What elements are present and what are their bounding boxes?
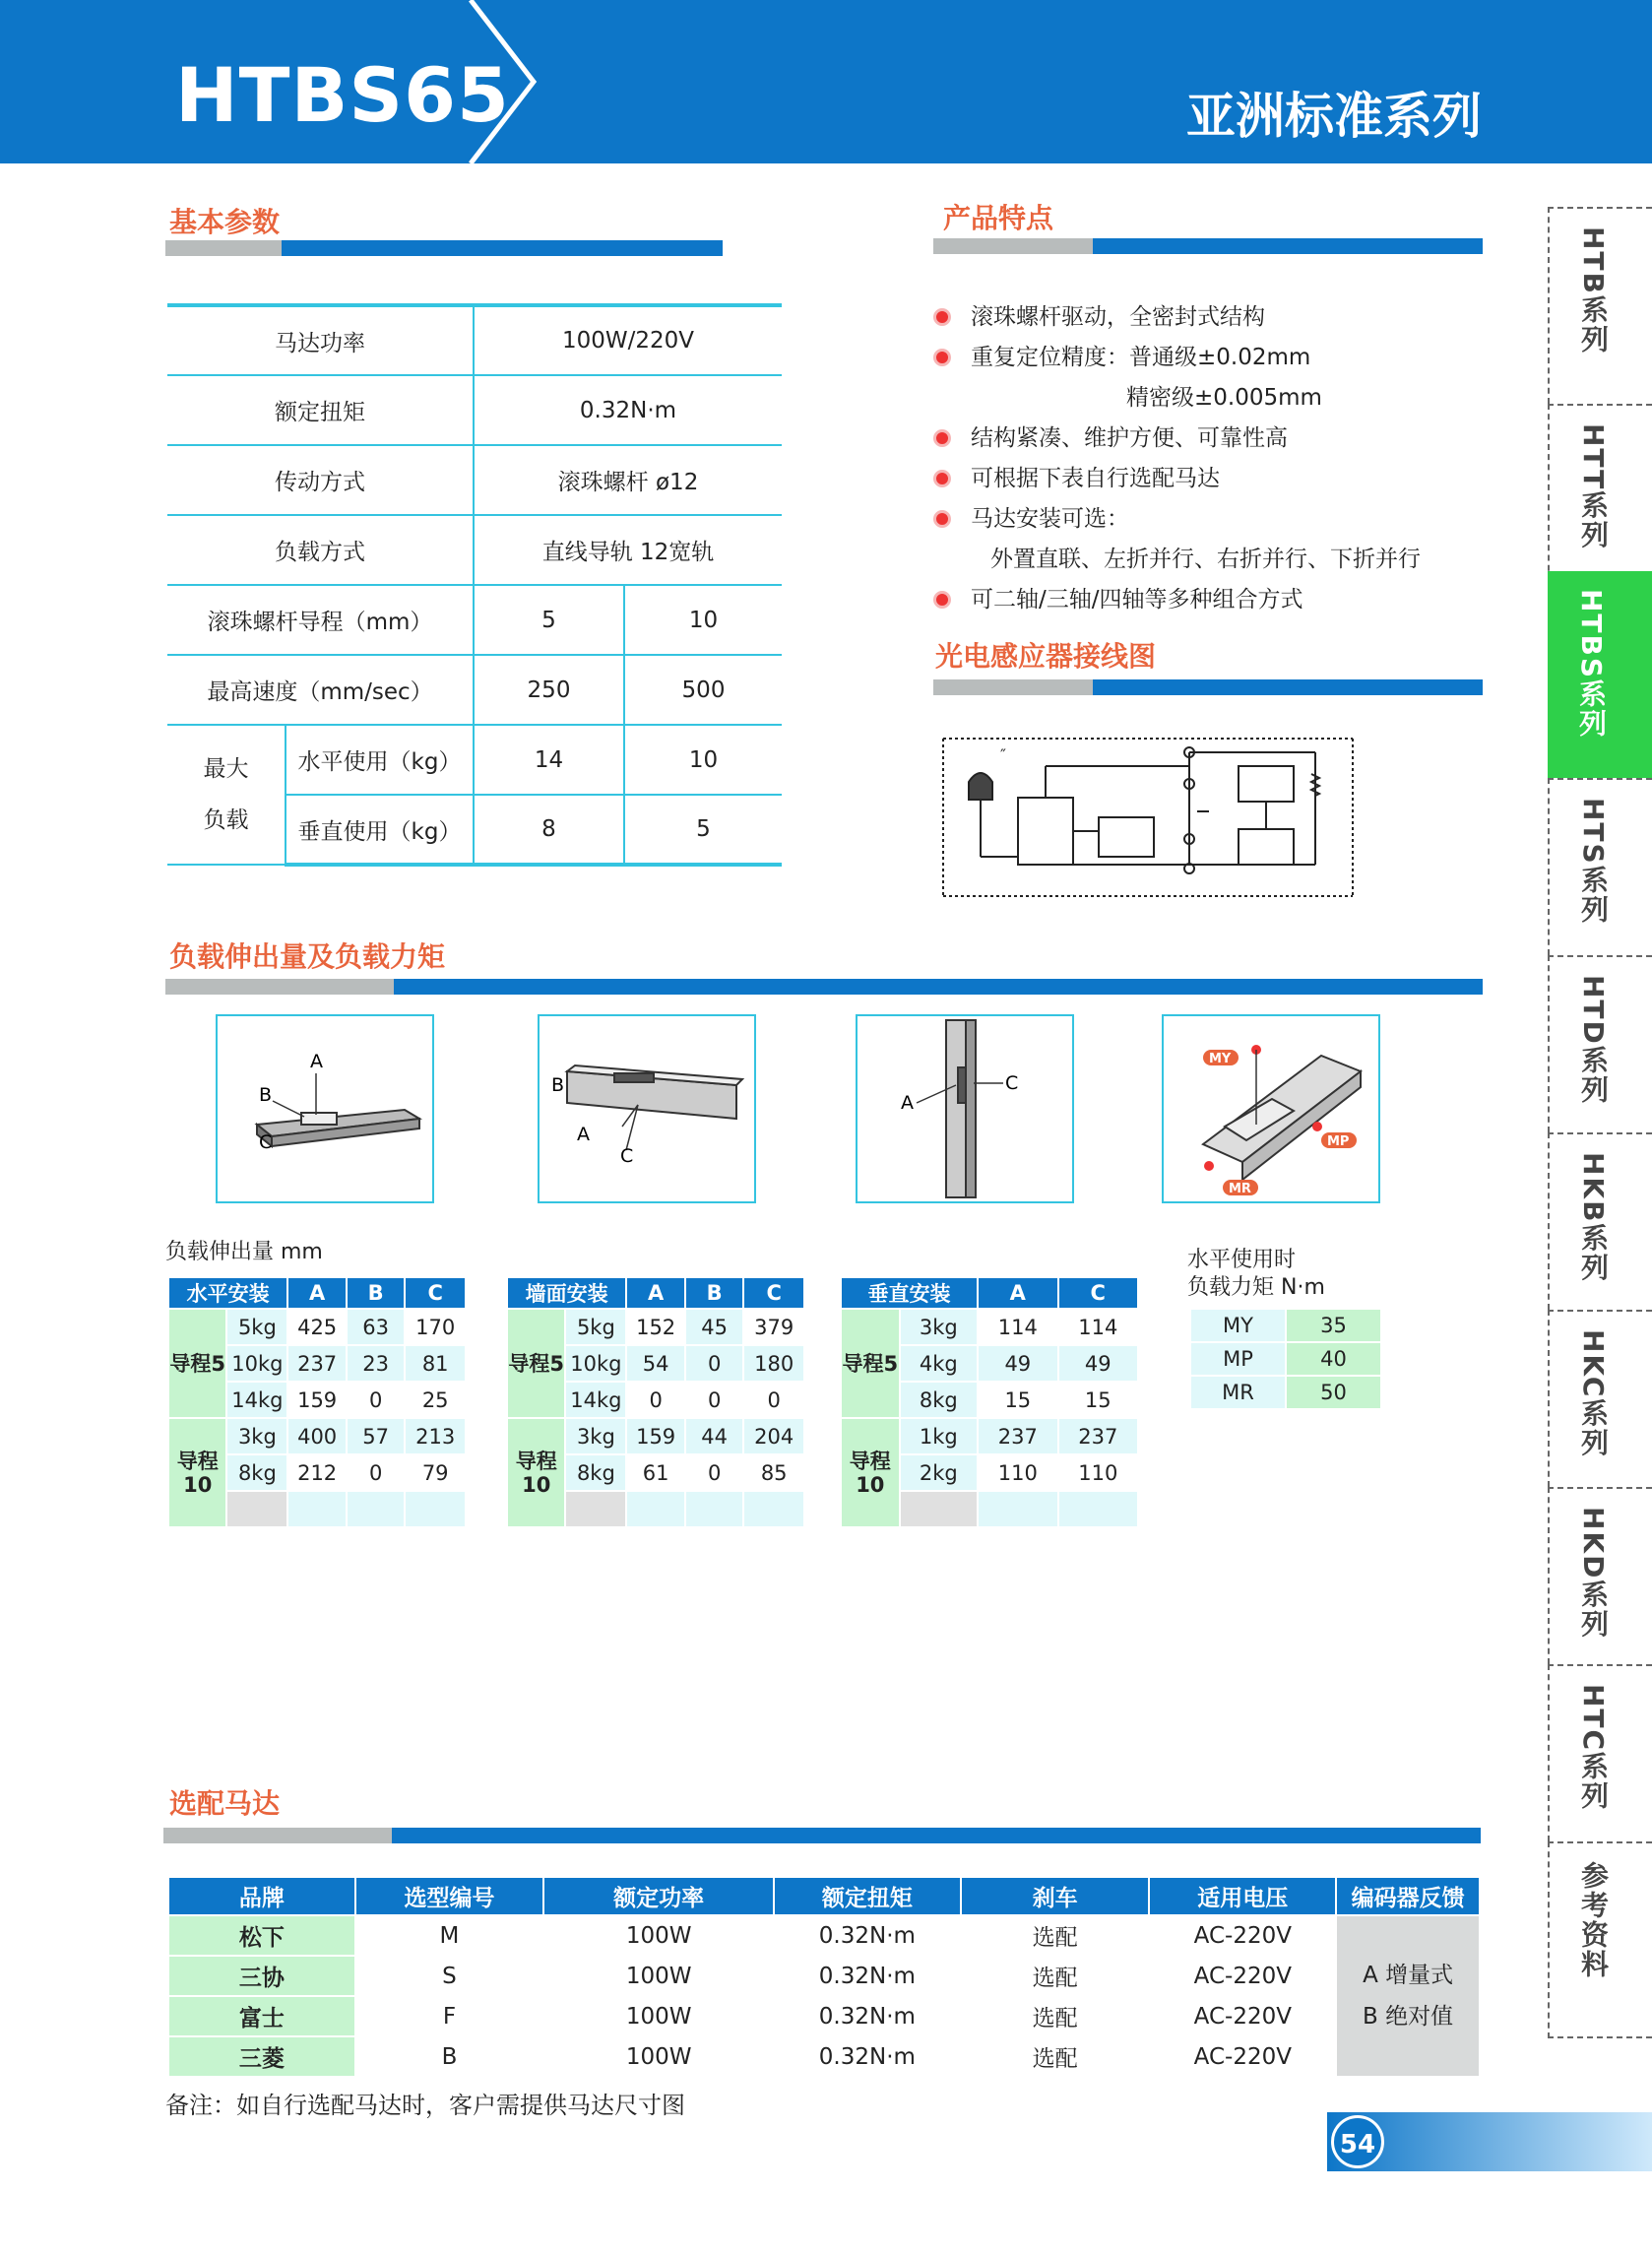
torque-caption: 水平使用时 负载力矩 N·m	[1187, 1248, 1325, 1300]
list-item: 重复定位精度：普通级±0.02mm	[933, 338, 1421, 378]
bullet-icon	[933, 470, 951, 487]
section-bar	[163, 1828, 1481, 1843]
table-row: MY 35	[1190, 1309, 1381, 1342]
section-title-load: 负载伸出量及负载力矩	[169, 940, 446, 973]
tab-htd[interactable]: HTD系列	[1548, 955, 1652, 1132]
section-title-sensor: 光电感应器接线图	[935, 640, 1157, 673]
wall-mount-figure	[538, 1014, 756, 1203]
list-item: 外置直联、左折并行、右折并行、下折并行	[990, 547, 1421, 572]
list-item: 滚珠螺杆驱动，全密封式结构	[933, 297, 1421, 338]
section-title-basic: 基本参数	[169, 206, 281, 238]
table-row: 额定扭矩 0.32N·m	[167, 375, 782, 445]
table-row: 8kg 212 0 79	[168, 1454, 466, 1491]
tab-reference[interactable]: 参考资料	[1548, 1841, 1652, 2038]
svg-text:B: B	[551, 1074, 565, 1096]
tab-htc[interactable]: HTC系列	[1548, 1664, 1652, 1841]
svg-text:A: A	[577, 1124, 590, 1145]
table-row: 导程5 5kg 152 45 379	[507, 1309, 804, 1345]
table-row: 8kg 15 15	[841, 1382, 1138, 1418]
table-row: 最高速度（mm/sec） 250 500	[167, 655, 782, 725]
section-bar	[933, 679, 1483, 695]
tab-htbs[interactable]: HTBS系列	[1548, 571, 1652, 778]
table-row: 导程10 1kg 237 237	[841, 1418, 1138, 1454]
table-row: 14kg 159 0 25	[168, 1382, 466, 1418]
table-row: 10kg 54 0 180	[507, 1345, 804, 1382]
params-table	[167, 303, 782, 867]
list-item: 可根据下表自行选配马达	[933, 459, 1421, 499]
list-item: 可二轴/三轴/四轴等多种组合方式	[933, 580, 1421, 620]
svg-text:C: C	[259, 1131, 273, 1153]
footnote: 备注：如自行选配马达时，客户需提供马达尺寸图	[165, 2092, 685, 2119]
moment-figure	[1162, 1014, 1380, 1203]
section-title-features: 产品特点	[943, 202, 1054, 234]
section-bar	[165, 979, 1483, 995]
svg-text:A: A	[310, 1051, 323, 1072]
table-row: 三菱 B 100W 0.32N·m 选配 AC-220V	[168, 2036, 1480, 2077]
table-row: 8kg 61 0 85	[507, 1454, 804, 1491]
tab-htt[interactable]: HTT系列	[1548, 404, 1652, 581]
table-row: 三协 S 100W 0.32N·m 选配 AC-220V	[168, 1956, 1480, 1996]
features-list	[933, 297, 1421, 620]
section-bar	[933, 238, 1483, 254]
horizontal-mount-figure	[216, 1014, 434, 1203]
table-row: 4kg 49 49	[841, 1345, 1138, 1382]
table-row: 导程5 3kg 114 114	[841, 1309, 1138, 1345]
series-title: 亚洲标准系列	[1186, 88, 1482, 145]
table-row: 垂直使用（kg） 8 5	[167, 795, 782, 865]
svg-text:C: C	[620, 1145, 634, 1167]
model-title: HTBS65	[175, 51, 510, 139]
svg-text:C: C	[1005, 1072, 1019, 1094]
svg-text:MR: MR	[1229, 1182, 1251, 1196]
svg-text:MP: MP	[1327, 1134, 1350, 1149]
load-table-vertical: 垂直安装 A C 导程5 3kg 114 114 4kg 49 49 8kg 15 15 导程10 1kg 237 237 2kg 110 110	[840, 1276, 1139, 1528]
table-row: 负载方式 直线导轨 12宽轨	[167, 515, 782, 585]
list-item: 精密级±0.005mm	[1126, 385, 1322, 411]
table-row: 马达功率 100W/220V	[167, 305, 782, 375]
page-number: 54	[1331, 2115, 1384, 2168]
table-row: 滚珠螺杆导程（mm） 5 10	[167, 585, 782, 655]
list-item: 马达安装可选：	[933, 499, 1421, 540]
section-title-motor: 选配马达	[169, 1787, 281, 1820]
torque-table	[1189, 1308, 1382, 1410]
svg-text:″: ″	[1000, 745, 1006, 764]
table-row: MR 50	[1190, 1376, 1381, 1409]
svg-text:A: A	[901, 1092, 914, 1114]
bullet-icon	[933, 349, 951, 366]
svg-text:MY: MY	[1209, 1052, 1232, 1066]
table-row: 松下 M 100W 0.32N·m 选配 AC-220V A 增量式 B 绝对值	[168, 1915, 1480, 1956]
bullet-icon	[933, 591, 951, 609]
table-row: 导程5 5kg 425 63 170	[168, 1309, 466, 1345]
list-item: 结构紧凑、维护方便、可靠性高	[933, 419, 1421, 459]
tab-htb[interactable]: HTB系列	[1548, 207, 1652, 404]
vertical-mount-figure	[856, 1014, 1074, 1203]
bullet-icon	[933, 429, 951, 447]
motor-table: 品牌 选型编号 额定功率 额定扭矩 刹车 适用电压 编码器反馈 松下 M 100W 0.32N·m 选配 AC-220V A 增量式 B 绝对值 三协 S 100W 0.32N·m 选配 AC-220V 富士 F 100W 0.32N·m 选配 AC-220V 三菱 B 100W 0.32N·m 选配 AC-220V	[167, 1876, 1481, 2078]
table-row: 富士 F 100W 0.32N·m 选配 AC-220V	[168, 1996, 1480, 2036]
sensor-wiring-diagram	[941, 731, 1355, 904]
section-bar	[165, 240, 723, 256]
load-table-horizontal: 水平安装 A B C 导程5 5kg 425 63 170 10kg 237 23 81 14kg 159 0 25 导程10 3kg 400 57 213 8kg 212 0 79	[167, 1276, 467, 1528]
tab-hts[interactable]: HTS系列	[1548, 778, 1652, 955]
load-caption: 负载伸出量 mm	[165, 1240, 323, 1264]
table-row: 导程10 3kg 400 57 213	[168, 1418, 466, 1454]
table-row: 2kg 110 110	[841, 1454, 1138, 1491]
table-row: 传动方式 滚珠螺杆 ø12	[167, 445, 782, 515]
tab-hkb[interactable]: HKB系列	[1548, 1132, 1652, 1310]
load-table-wall: 墙面安装 A B C 导程5 5kg 152 45 379 10kg 54 0 180 14kg 0 0 0 导程10 3kg 159 44 204 8kg 61 0 85	[506, 1276, 805, 1528]
bullet-icon	[933, 510, 951, 528]
table-row: 10kg 237 23 81	[168, 1345, 466, 1382]
table-row: MP 40	[1190, 1342, 1381, 1376]
table-row: 最大 负载 水平使用（kg） 14 10	[167, 725, 782, 795]
tab-hkd[interactable]: HKD系列	[1548, 1487, 1652, 1664]
table-row: 导程10 3kg 159 44 204	[507, 1418, 804, 1454]
table-row: 14kg 0 0 0	[507, 1382, 804, 1418]
tab-hkc[interactable]: HKC系列	[1548, 1310, 1652, 1487]
bullet-icon	[933, 308, 951, 326]
svg-text:B: B	[259, 1084, 273, 1106]
